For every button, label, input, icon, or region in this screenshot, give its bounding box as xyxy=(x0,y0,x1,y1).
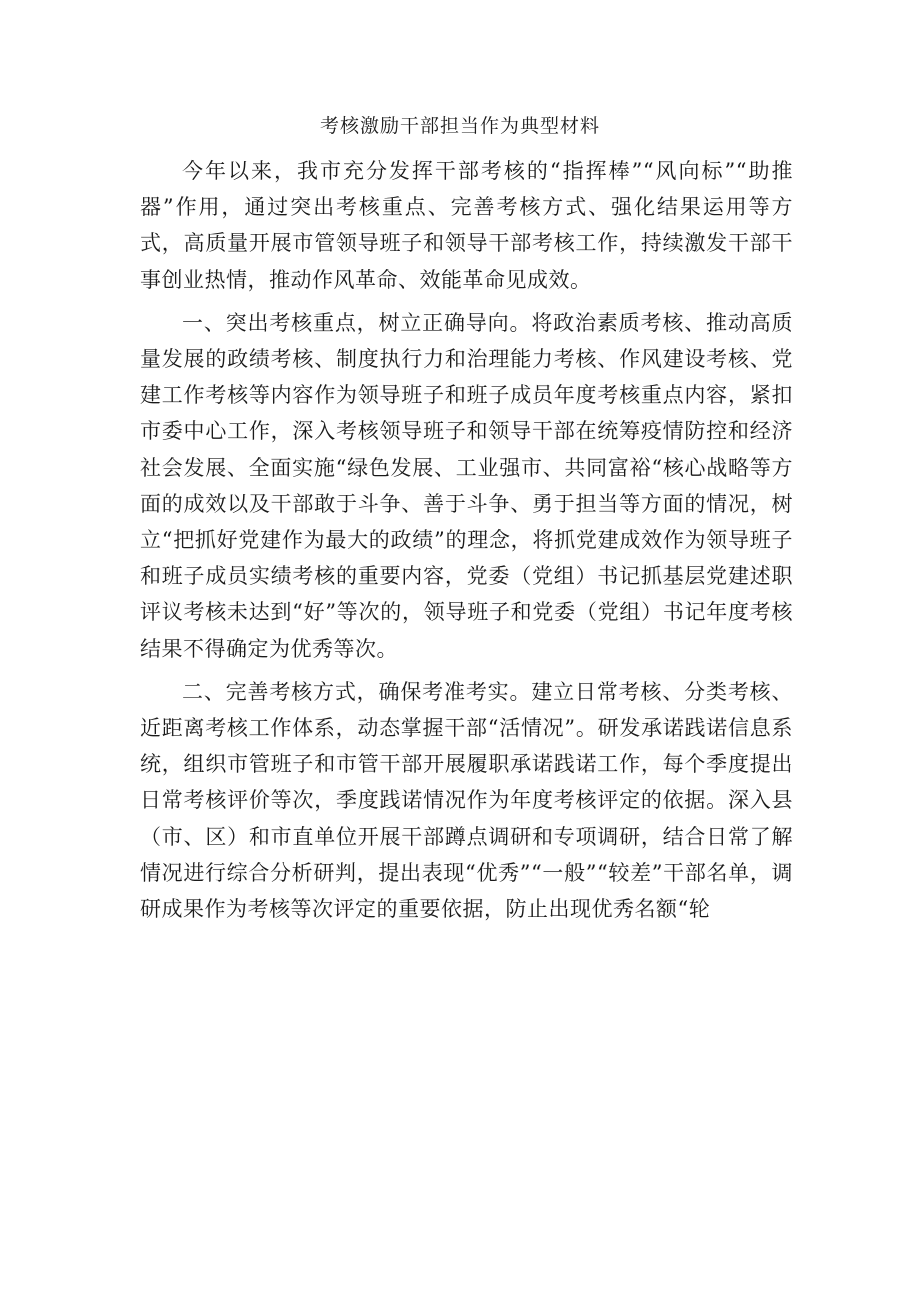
document-body xyxy=(140,153,793,934)
paragraph-intro: 今年以来，我市充分发挥干部考核的“指挥棒”“风向标”“助推器”作用，通过突出考核重点、完善考核方式、强化结果运用等方式，高质量开展市管领导班子和领导干部考核工作，持续激发干部干事创业热情，推动作风革命、效能革命见成效。 xyxy=(140,159,793,292)
paragraph-section-two: 二、完善考核方式，确保考准考实。建立日常考核、分类考核、近距离考核工作体系，动态掌握干部“活情况”。研发承诺践诺信息系统，组织市管班子和市管干部开展履职承诺践诺工作，每个季度提出日常考核评价等次，季度践诺情况作为年度考核评定的依据。深入县（市、区）和市直单位开展干部蹲点调研和专项调研，结合日常了解情况进行综合分析研判，提出表现“优秀”“一般”“较差”干部名单，调研成果作为考核等次评定的重要依据，防止出现优秀名额“轮 xyxy=(140,679,793,922)
paragraph-section-one: 一、突出考核重点，树立正确导向。将政治素质考核、推动高质量发展的政绩考核、制度执行力和治理能力考核、作风建设考核、党建工作考核等内容作为领导班子和班子成员年度考核重点内容，紧扣市委中心工作，深入考核领导班子和领导干部在统筹疫情防控和经济社会发展、全面实施“绿色发展、工业强市、共同富裕“核心战略等方面的成效以及干部敢于斗争、善于斗争、勇于担当等方面的情况，树立“把抓好党建作为最大的政绩”的理念，将抓党建成效作为领导班子和班子成员实绩考核的重要内容，党委（党组）书记抓基层党建述职评议考核未达到“好”等次的，领导班子和党委（党组）书记年度考核结果不得确定为优秀等次。 xyxy=(140,310,793,661)
document-title: 考核激励干部担当作为典型材料 xyxy=(319,115,600,137)
